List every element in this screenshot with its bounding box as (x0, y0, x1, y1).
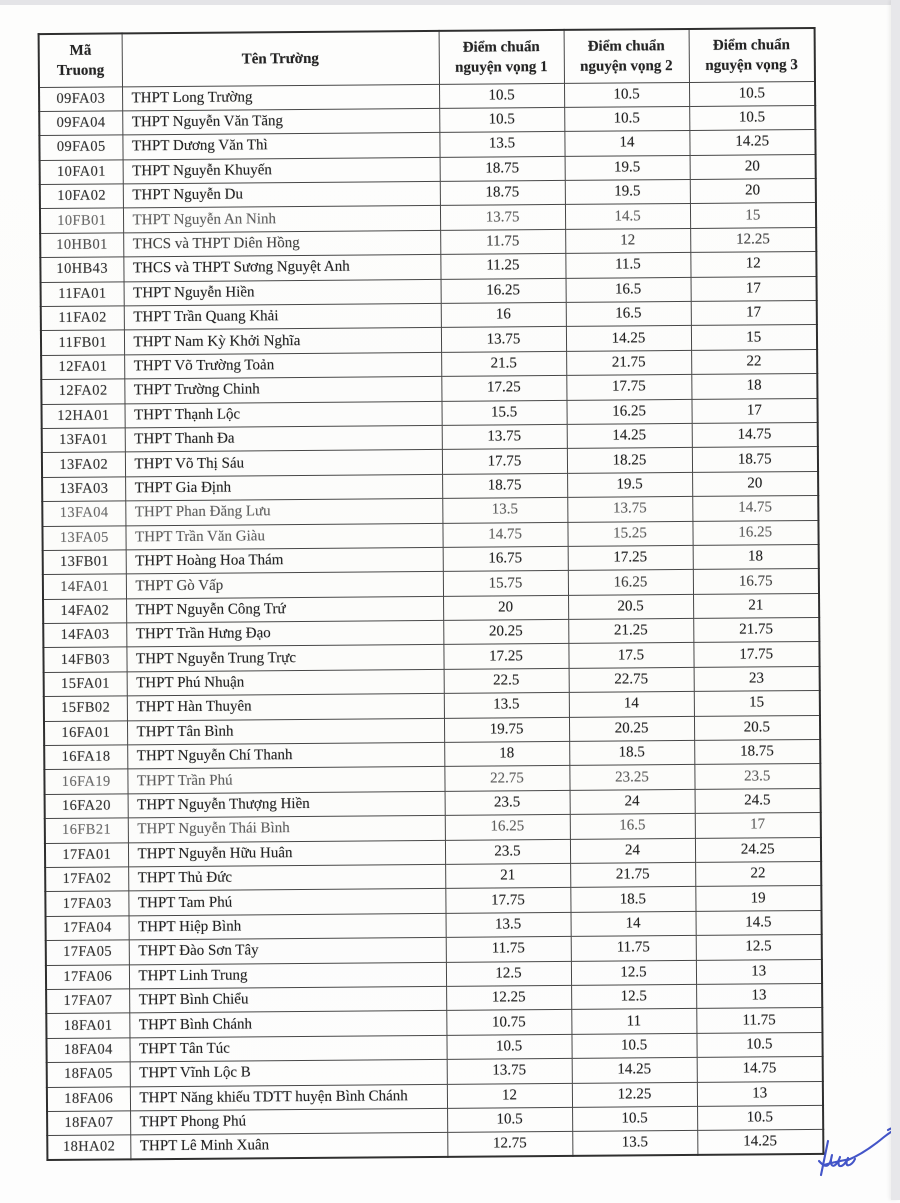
cell-school-code: 15FA01 (44, 672, 127, 697)
cell-school-code: 09FA03 (39, 86, 122, 111)
cell-school-code: 09FA05 (39, 135, 122, 160)
cell-cutoff-wish-1: 10.5 (447, 1107, 572, 1132)
cell-cutoff-wish-2: 16.5 (570, 814, 695, 839)
cell-cutoff-wish-3: 12 (690, 252, 816, 277)
cell-cutoff-wish-3: 15 (694, 691, 820, 716)
cell-school-name: THPT Hoàng Hoa Thám (126, 547, 443, 574)
cell-cutoff-wish-2: 12.25 (572, 1082, 697, 1107)
page-edge-top (0, 0, 900, 5)
cell-school-code: 16FB21 (45, 818, 128, 843)
cell-cutoff-wish-3: 17 (691, 398, 817, 423)
cell-cutoff-wish-2: 16.25 (568, 570, 693, 595)
cell-school-name: THPT Hàn Thuyên (127, 694, 444, 721)
cell-cutoff-wish-3: 13 (696, 959, 822, 984)
cell-cutoff-wish-1: 12.25 (446, 985, 571, 1010)
cell-cutoff-wish-2: 10.5 (564, 106, 689, 131)
cell-school-name: THPT Hiệp Bình (129, 913, 446, 940)
cell-cutoff-wish-3: 15 (690, 203, 816, 228)
cell-cutoff-wish-3: 20 (692, 471, 818, 496)
cell-school-name: THPT Võ Trường Toản (124, 352, 441, 379)
cell-cutoff-wish-2: 16.5 (566, 277, 691, 302)
cell-cutoff-wish-3: 13 (697, 1081, 823, 1106)
cell-school-name: THPT Trần Phú (127, 767, 444, 794)
cell-cutoff-wish-2: 16.5 (566, 301, 691, 326)
cell-school-name: THPT Năng khiếu TDTT huyện Bình Chánh (130, 1084, 447, 1111)
cell-cutoff-wish-2: 24 (570, 838, 695, 863)
cell-school-code: 10HB43 (40, 257, 123, 282)
cell-school-code: 17FA06 (46, 964, 129, 989)
cell-cutoff-wish-1: 13.5 (439, 132, 564, 157)
cell-cutoff-wish-1: 16.25 (445, 815, 570, 840)
cell-cutoff-wish-3: 17 (695, 813, 821, 838)
cell-school-name: THPT Nguyễn Du (123, 181, 440, 208)
cell-school-name: THPT Tam Phú (128, 889, 445, 916)
cell-school-code: 14FA03 (43, 623, 126, 648)
cell-cutoff-wish-1: 16.75 (443, 546, 568, 571)
cell-cutoff-wish-3: 18 (691, 374, 817, 399)
cell-cutoff-wish-3: 12.25 (690, 227, 816, 252)
cell-school-name: THPT Nguyễn Hiền (124, 279, 441, 306)
cell-school-name: THPT Linh Trung (129, 962, 446, 989)
page-edge-right (891, 0, 900, 1200)
cell-cutoff-wish-1: 11.75 (446, 937, 571, 962)
cell-cutoff-wish-1: 15.5 (441, 400, 566, 425)
cell-cutoff-wish-3: 20.5 (694, 715, 820, 740)
cell-cutoff-wish-1: 18.75 (440, 156, 565, 181)
cell-school-code: 17FA04 (46, 916, 129, 941)
cell-school-name: THPT Phan Đăng Lưu (125, 499, 442, 526)
cell-cutoff-wish-2: 11.75 (571, 936, 696, 961)
cell-cutoff-wish-3: 17.75 (693, 642, 819, 667)
cell-cutoff-wish-2: 22.75 (569, 667, 694, 692)
cell-cutoff-wish-1: 18.75 (440, 180, 565, 205)
cell-school-code: 14FB03 (43, 647, 126, 672)
cell-school-name: THPT Nguyễn Thái Bình (128, 816, 445, 843)
cell-cutoff-wish-1: 13.5 (442, 498, 567, 523)
cell-school-name: THPT Nam Kỳ Khởi Nghĩa (124, 328, 441, 355)
col-header-cutoff-wish-3: Điểm chuẩn nguyện vọng 3 (689, 28, 815, 82)
cell-cutoff-wish-1: 22.5 (444, 668, 569, 693)
cell-school-name: THPT Nguyễn Văn Tăng (122, 108, 439, 135)
cell-cutoff-wish-3: 21 (693, 593, 819, 618)
cell-school-code: 09FA04 (39, 111, 122, 136)
col-header-cutoff-wish-1: Điểm chuẩn nguyện vọng 1 (439, 30, 564, 84)
cell-school-name: THPT Tân Túc (129, 1035, 446, 1062)
cell-cutoff-wish-1: 13.75 (440, 205, 565, 230)
cell-cutoff-wish-3: 14.5 (695, 910, 821, 935)
cell-cutoff-wish-1: 17.25 (443, 644, 568, 669)
cell-cutoff-wish-3: 14.25 (689, 130, 815, 155)
cell-school-name: THPT Tân Bình (127, 718, 444, 745)
cell-cutoff-wish-2: 21.25 (568, 619, 693, 644)
cell-school-code: 14FA02 (43, 599, 126, 624)
cell-school-code: 10FA02 (40, 184, 123, 209)
cell-cutoff-wish-2: 13.5 (572, 1131, 697, 1156)
cell-school-code: 18HA02 (47, 1135, 130, 1160)
cell-cutoff-wish-2: 12.5 (571, 984, 696, 1009)
cell-cutoff-wish-1: 21 (445, 863, 570, 888)
cell-school-code: 13FA02 (42, 452, 125, 477)
cell-cutoff-wish-1: 22.75 (444, 766, 569, 791)
cell-cutoff-wish-3: 20 (690, 154, 816, 179)
cell-cutoff-wish-3: 14.75 (692, 422, 818, 447)
cell-cutoff-wish-1: 13.5 (446, 912, 571, 937)
cell-cutoff-wish-3: 11.75 (696, 1008, 822, 1033)
cell-school-code: 10HB01 (40, 233, 123, 258)
cell-school-name: THPT Nguyễn Chí Thanh (127, 742, 444, 769)
cell-cutoff-wish-2: 20.25 (569, 716, 694, 741)
cell-school-name: THPT Vĩnh Lộc B (130, 1060, 447, 1087)
cell-cutoff-wish-2: 18.5 (569, 740, 694, 765)
cell-cutoff-wish-1: 11.25 (440, 254, 565, 279)
cell-cutoff-wish-2: 14 (564, 131, 689, 156)
cell-cutoff-wish-3: 14.25 (697, 1130, 823, 1155)
cell-school-code: 11FA02 (41, 306, 124, 331)
cell-cutoff-wish-3: 23 (694, 666, 820, 691)
cell-cutoff-wish-3: 24.25 (695, 837, 821, 862)
cell-cutoff-wish-1: 17.75 (445, 888, 570, 913)
cell-cutoff-wish-2: 10.5 (572, 1106, 697, 1131)
cell-cutoff-wish-1: 13.75 (442, 424, 567, 449)
cell-school-code: 10FB01 (40, 208, 123, 233)
cell-school-name: THPT Trần Quang Khải (124, 303, 441, 330)
cell-cutoff-wish-1: 13.75 (441, 327, 566, 352)
cell-cutoff-wish-2: 23.25 (569, 765, 694, 790)
cell-cutoff-wish-3: 16.25 (692, 520, 818, 545)
cell-cutoff-wish-2: 17.5 (568, 643, 693, 668)
cell-school-name: THPT Thanh Đa (125, 425, 442, 452)
cell-cutoff-wish-2: 24 (570, 789, 695, 814)
cell-school-code: 18FA07 (47, 1111, 130, 1136)
table-row (47, 1130, 823, 1160)
cell-school-code: 16FA19 (44, 769, 127, 794)
cell-cutoff-wish-2: 20.5 (568, 594, 693, 619)
cell-school-name: THPT Gò Vấp (126, 572, 443, 599)
cell-school-code: 17FA07 (46, 989, 129, 1014)
cell-school-code: 13FA01 (42, 428, 125, 453)
cell-cutoff-wish-3: 19 (695, 886, 821, 911)
cell-cutoff-wish-2: 10.5 (564, 82, 689, 107)
cell-cutoff-wish-3: 22 (691, 349, 817, 374)
cell-school-name: THPT Dương Văn Thì (122, 133, 439, 160)
cell-school-name: THPT Đào Sơn Tây (129, 938, 446, 965)
cell-cutoff-wish-3: 10.5 (689, 105, 815, 130)
cell-school-name: THCS và THPT Sương Nguyệt Anh (123, 255, 440, 282)
cell-cutoff-wish-2: 12.5 (571, 960, 696, 985)
cell-cutoff-wish-3: 16.75 (693, 569, 819, 594)
cell-school-name: THPT Nguyễn An Ninh (123, 206, 440, 233)
cell-school-code: 17FA05 (46, 940, 129, 965)
cell-school-code: 17FA02 (45, 867, 128, 892)
cell-school-name: THPT Nguyễn Công Trứ (126, 596, 443, 623)
cell-school-name: THPT Trần Hưng Đạo (126, 620, 443, 647)
cell-school-code: 14FA01 (43, 574, 126, 599)
cell-cutoff-wish-1: 10.5 (446, 1034, 571, 1059)
cell-school-code: 13FB01 (43, 550, 126, 575)
cell-school-name: THPT Nguyễn Khuyến (123, 157, 440, 184)
cell-cutoff-wish-1: 23.5 (445, 790, 570, 815)
cell-cutoff-wish-2: 19.5 (567, 472, 692, 497)
cell-school-name: THPT Nguyễn Trung Trực (126, 645, 443, 672)
cell-cutoff-wish-3: 21.75 (693, 618, 819, 643)
cell-school-code: 17FA01 (45, 842, 128, 867)
cell-cutoff-wish-2: 21.75 (570, 862, 695, 887)
cell-cutoff-wish-3: 10.5 (696, 1032, 822, 1057)
cell-cutoff-wish-1: 20.25 (443, 620, 568, 645)
cell-school-code: 18FA04 (46, 1038, 129, 1063)
cell-cutoff-wish-1: 11.75 (440, 229, 565, 254)
cell-cutoff-wish-1: 17.75 (442, 449, 567, 474)
cell-school-code: 15FB02 (44, 696, 127, 721)
cell-school-code: 16FA18 (44, 745, 127, 770)
cell-cutoff-wish-2: 14.25 (567, 423, 692, 448)
cell-cutoff-wish-3: 17 (691, 300, 817, 325)
cell-school-code: 16FA01 (44, 721, 127, 746)
cell-cutoff-wish-2: 11.5 (565, 253, 690, 278)
admission-score-table (38, 27, 825, 1161)
cell-school-name: THPT Thủ Đức (128, 864, 445, 891)
cell-school-code: 18FA06 (47, 1086, 130, 1111)
cell-cutoff-wish-1: 18 (444, 741, 569, 766)
cell-cutoff-wish-3: 13 (696, 983, 822, 1008)
cell-cutoff-wish-1: 17.25 (441, 376, 566, 401)
cell-school-name: THPT Thạnh Lộc (124, 401, 441, 428)
col-header-school-code: Mã Truong (39, 33, 122, 87)
cell-cutoff-wish-1: 16.25 (441, 278, 566, 303)
cell-cutoff-wish-3: 10.5 (689, 81, 815, 106)
score-table-wrap (38, 27, 823, 1161)
cell-cutoff-wish-3: 18 (693, 544, 819, 569)
cell-cutoff-wish-2: 14.5 (565, 204, 690, 229)
cell-cutoff-wish-3: 10.5 (697, 1105, 823, 1130)
cell-cutoff-wish-1: 10.75 (446, 1010, 571, 1035)
cell-cutoff-wish-2: 14.25 (572, 1058, 697, 1083)
header-row (39, 28, 815, 87)
cell-cutoff-wish-2: 18.5 (570, 887, 695, 912)
cell-cutoff-wish-3: 18.75 (694, 739, 820, 764)
cell-school-name: THPT Trường Chinh (124, 377, 441, 404)
cell-school-code: 11FB01 (41, 330, 124, 355)
cell-cutoff-wish-1: 16 (441, 302, 566, 327)
cell-school-code: 13FA04 (42, 501, 125, 526)
cell-cutoff-wish-2: 14 (569, 692, 694, 717)
cell-cutoff-wish-2: 19.5 (565, 155, 690, 180)
cell-cutoff-wish-2: 17.25 (568, 545, 693, 570)
cell-school-name: THPT Nguyễn Thượng Hiền (128, 791, 445, 818)
cell-cutoff-wish-2: 14 (571, 911, 696, 936)
cell-school-code: 18FA01 (46, 1013, 129, 1038)
cell-school-code: 10FA01 (40, 160, 123, 185)
cell-school-name: THPT Phong Phú (130, 1108, 447, 1135)
cell-school-code: 12FA02 (41, 379, 124, 404)
cell-cutoff-wish-2: 15.25 (567, 521, 692, 546)
cell-cutoff-wish-1: 18.75 (442, 473, 567, 498)
cell-school-name: THPT Bình Chánh (129, 1011, 446, 1038)
cell-school-code: 18FA05 (47, 1062, 130, 1087)
cell-cutoff-wish-3: 22 (695, 861, 821, 886)
cell-cutoff-wish-1: 10.5 (439, 83, 564, 108)
col-header-cutoff-wish-2: Điểm chuẩn nguyện vọng 2 (564, 29, 689, 83)
cell-cutoff-wish-2: 18.25 (567, 448, 692, 473)
cell-cutoff-wish-1: 15.75 (443, 571, 568, 596)
cell-school-code: 13FA03 (42, 477, 125, 502)
cell-school-name: THCS và THPT Diên Hồng (123, 230, 440, 257)
cell-cutoff-wish-3: 17 (691, 276, 817, 301)
cell-cutoff-wish-2: 16.25 (566, 399, 691, 424)
cell-school-name: THPT Nguyễn Hữu Huân (128, 840, 445, 867)
cell-cutoff-wish-1: 14.75 (442, 522, 567, 547)
cell-school-code: 11FA01 (41, 282, 124, 307)
cell-cutoff-wish-2: 12 (565, 228, 690, 253)
col-header-school-name: Tên Trường (122, 31, 439, 86)
cell-cutoff-wish-1: 21.5 (441, 351, 566, 376)
table-header (39, 28, 815, 87)
cell-cutoff-wish-1: 23.5 (445, 839, 570, 864)
cell-cutoff-wish-1: 13.5 (444, 693, 569, 718)
cell-cutoff-wish-1: 19.75 (444, 717, 569, 742)
cell-school-code: 17FA03 (45, 891, 128, 916)
cell-cutoff-wish-1: 10.5 (439, 107, 564, 132)
cell-school-name: THPT Phú Nhuận (127, 669, 444, 696)
cell-cutoff-wish-2: 13.75 (567, 497, 692, 522)
cell-cutoff-wish-3: 15 (691, 325, 817, 350)
signature-scribble (788, 1103, 900, 1203)
cell-school-code: 16FA20 (45, 794, 128, 819)
cell-cutoff-wish-3: 20 (690, 179, 816, 204)
cell-cutoff-wish-1: 20 (443, 595, 568, 620)
cell-school-name: THPT Lê Minh Xuân (130, 1133, 447, 1160)
cell-cutoff-wish-2: 14.25 (566, 326, 691, 351)
cell-cutoff-wish-1: 12 (447, 1083, 572, 1108)
cell-cutoff-wish-3: 23.5 (694, 764, 820, 789)
cell-school-name: THPT Võ Thị Sáu (125, 450, 442, 477)
cell-cutoff-wish-3: 12.5 (696, 935, 822, 960)
cell-cutoff-wish-1: 12.5 (446, 961, 571, 986)
cell-cutoff-wish-3: 14.75 (697, 1057, 823, 1082)
cell-school-name: THPT Bình Chiểu (129, 986, 446, 1013)
cell-cutoff-wish-1: 13.75 (447, 1059, 572, 1084)
cell-cutoff-wish-3: 14.75 (692, 496, 818, 521)
cell-school-code: 12HA01 (41, 403, 124, 428)
cell-school-code: 13FA05 (42, 525, 125, 550)
cell-cutoff-wish-2: 17.75 (566, 375, 691, 400)
cell-school-name: THPT Trần Văn Giàu (125, 523, 442, 550)
cell-school-code: 12FA01 (41, 355, 124, 380)
cell-school-name: THPT Long Trường (122, 84, 439, 111)
cell-school-name: THPT Gia Định (125, 474, 442, 501)
cell-cutoff-wish-2: 21.75 (566, 350, 691, 375)
cell-cutoff-wish-2: 19.5 (565, 180, 690, 205)
cell-cutoff-wish-1: 12.75 (447, 1132, 572, 1157)
cell-cutoff-wish-3: 24.5 (695, 788, 821, 813)
table-body (39, 81, 823, 1160)
cell-cutoff-wish-3: 18.75 (692, 447, 818, 472)
cell-cutoff-wish-2: 10.5 (571, 1033, 696, 1058)
document-page (0, 5, 891, 1200)
cell-cutoff-wish-2: 11 (571, 1009, 696, 1034)
